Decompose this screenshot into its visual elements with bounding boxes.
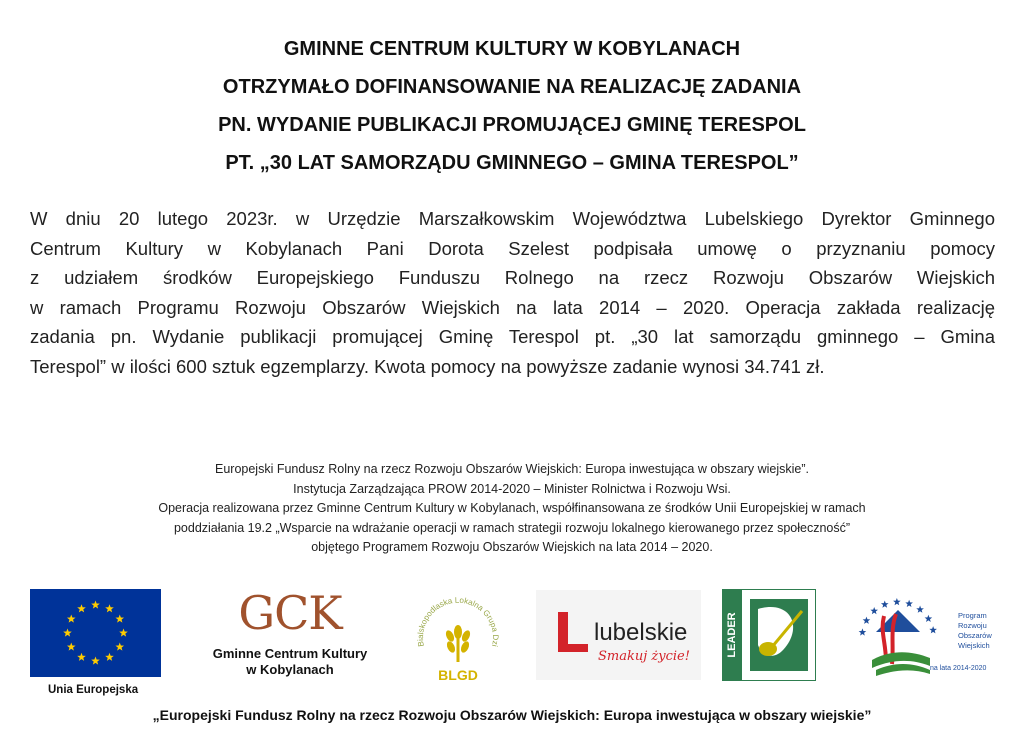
- leader-leaf-icon: [722, 589, 816, 681]
- eu-logo: [30, 589, 161, 696]
- announcement-heading: [0, 30, 1024, 182]
- funding-note-line: objętego Programem Rozwoju Obszarów Wiejskich na lata 2014 – 2020.: [311, 540, 713, 554]
- prow-star-icon: [893, 598, 901, 605]
- body-line: Terespol” w ilości 600 sztuk egzemplarzy. Kwota pomocy na powyższe zadanie wynosi 34.741 zł.: [30, 355, 825, 377]
- eu-flag-icon: [30, 589, 161, 677]
- leader-name: LEADER: [725, 612, 738, 658]
- prow-emblem-icon: [850, 592, 1000, 680]
- body-line: z udziałem środków Europejskiego Funduszu Rolnego na rzecz Rozwoju Obszarów Wiejskich: [30, 267, 995, 288]
- prow-name-line: Obszarów: [958, 631, 992, 640]
- prow-name-line: Rozwoju: [958, 621, 987, 630]
- heading-line: GMINNE CENTRUM KULTURY W KOBYLANACH: [283, 38, 741, 60]
- heading-line: PT. „30 LAT SAMORZĄDU GMINNEGO – GMINA TERESPOL”: [225, 152, 799, 174]
- blgd-logo: [410, 590, 506, 686]
- prow-name-line: Wiejskich: [958, 641, 990, 650]
- gck-name-line: Gminne Centrum Kultury: [212, 646, 368, 661]
- prow-star-icon: [859, 628, 867, 635]
- gck-mark: GCK: [238, 586, 342, 640]
- blgd-mark: BLGD: [438, 667, 478, 683]
- prow-star-icon: [870, 607, 878, 614]
- wheat-icon: [410, 590, 506, 686]
- eafrd-slogan: „Europejski Fundusz Rolny na rzecz Rozwoju Obszarów Wiejskich: Europa inwestująca w obszary wiejskie”: [152, 707, 872, 723]
- funding-note-line: poddziałania 19.2 „Wsparcie na wdrażanie operacji w ramach strategii rozwoju lokalnego kierowanego przez społeczność”: [173, 520, 851, 535]
- lubelskie-tagline: Smakuj życie!: [598, 649, 690, 664]
- gck-logo: [200, 588, 380, 678]
- leader-logo: [722, 589, 816, 681]
- body-line: zadania pn. Wydanie publikacji promującej Gminę Terespol pt. „30 lat samorządu gminnego – Gmina: [30, 326, 995, 347]
- blgd-ring-text: Bialskopodlaska Lokalna Grupa Dzi: [415, 595, 501, 648]
- funding-note-line: Operacja realizowana przez Gminne Centrum Kultury w Kobylanach, współfinansowana ze środków Unii Europejskiej w ramach: [158, 501, 866, 515]
- lubelskie-l-icon: [536, 590, 701, 680]
- announcement-body: [30, 204, 995, 381]
- prow-star-icon: [881, 601, 889, 608]
- body-line: W dniu 20 lutego 2023r. w Urzędzie Marszałkowskim Województwa Lubelskiego Dyrektor Gminnego: [30, 208, 995, 229]
- prow-star-icon: [925, 615, 933, 622]
- prow-star-icon: [929, 626, 937, 633]
- body-line: w ramach Programu Rozwoju Obszarów Wiejskich na lata 2014 – 2020. Operacja zakłada realizację: [30, 296, 995, 318]
- funding-note-line: Europejski Fundusz Rolny na rzecz Rozwoju Obszarów Wiejskich: Europa inwestująca w obszary wiejskie”.: [215, 462, 809, 476]
- prow-years: na lata 2014-2020: [930, 665, 987, 672]
- gck-name-line: w Kobylanach: [246, 662, 334, 677]
- prow-logo: [850, 592, 1000, 680]
- body-line: Centrum Kultury w Kobylanach Pani Dorota Szelest podpisała umowę o przyznaniu pomocy: [30, 237, 995, 259]
- eu-caption: Unia Europejska: [48, 684, 139, 696]
- lubelskie-logo: [536, 590, 701, 680]
- heading-line: OTRZYMAŁO DOFINANSOWANIE NA REALIZACJĘ ZADANIA: [222, 76, 802, 98]
- funding-note: [0, 460, 1024, 558]
- lubelskie-name: lubelskie: [594, 619, 688, 646]
- prow-star-icon: [905, 600, 913, 607]
- prow-star-icon: [863, 617, 871, 624]
- prow-star-icon: [916, 606, 924, 613]
- prow-name-line: Program: [958, 611, 987, 620]
- funding-note-line: Instytucja Zarządzająca PROW 2014-2020 – Minister Rolnictwa i Rozwoju Wsi.: [293, 481, 731, 496]
- svg-text:Bialskopodlaska Lokalna Grupa: [410, 590, 500, 648]
- heading-line: PN. WYDANIE PUBLIKACJI PROMUJĄCEJ GMINĘ TERESPOL: [218, 114, 806, 136]
